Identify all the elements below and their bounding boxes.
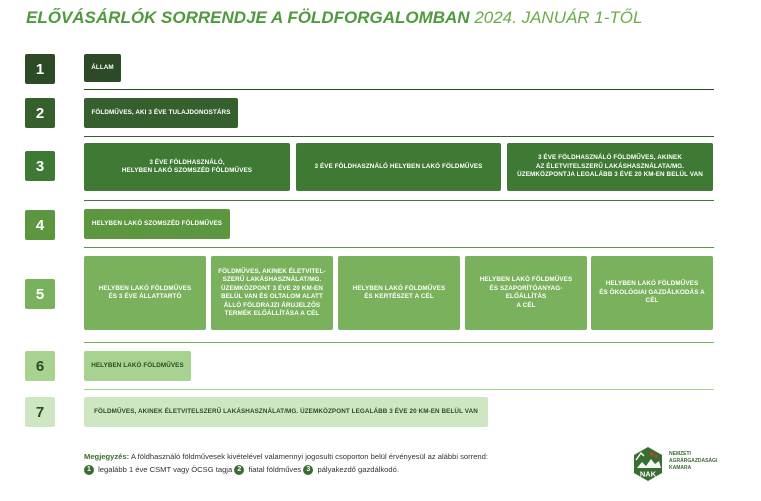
logo-abbr: NAK (639, 469, 657, 479)
level-5-number: 5 (25, 279, 55, 309)
level-5-box-2: FÖLDMŰVES, AKINEK ÉLETVITEL- SZERŰ LAKÁSHASZNÁLAT/MG. ÜZEMKÖZPONT 3 ÉVE 20 KM-EN BELÜL VAN ÉS OLTALOM ALATT ÁLLÓ FÖLDRAJZI ÁRUJELZŐS TERMÉK ELŐÁLLÍTÁSA A CÉL (211, 256, 333, 330)
note-item-1-number: 1 (84, 465, 94, 475)
level-5-box-1: HELYBEN LAKÓ FÖLDMŰVES ÉS 3 ÉVE ÁLLATTARTÓ (84, 256, 206, 330)
level-5-box-3: HELYBEN LAKÓ FÖLDMŰVES ÉS KERTÉSZET A CÉL (338, 256, 460, 330)
level-5-divider (84, 342, 714, 343)
logo-text (669, 451, 717, 472)
level-5-box-5: HELYBEN LAKÓ FÖLDMŰVES ÉS ÖKOLÓGIAI GAZDÁLKODÁS A CÉL (591, 256, 713, 330)
footnote (84, 451, 644, 477)
page-title (26, 8, 643, 28)
level-1-box-1: ÁLLAM (84, 54, 121, 82)
note-item-1-text: legalább 1 éve CSMT vagy ÖCSG tagja (98, 464, 233, 474)
level-3-box-3: 3 ÉVE FÖLDHASZNÁLÓ FÖLDMŰVES, AKINEK AZ ÉLETVITELSZERŰ LAKÁSHASZNÁLATA/MG. ÜZEMKÖZPONTJA LEGALÁBB 3 ÉVE 20 KM-EN BELÜL VAN (507, 143, 713, 191)
level-4-box-1: HELYBEN LAKÓ SZOMSZÉD FÖLDMŰVES (84, 209, 230, 239)
level-7-number: 7 (25, 397, 55, 427)
note-text: A földhasználó földművesek kivételével valamennyi jogosulti csoporton belül érvényesül az alábbi sorrend: (130, 452, 488, 461)
level-7-box-1: FÖLDMŰVES, AKINEK ÉLETVITELSZERŰ LAKÁSHASZNÁLAT/MG. ÜZEMKÖZPONT LEGALÁBB 3 ÉVE 20 KM-EN BELÜL VAN (84, 397, 488, 427)
note-item-3-number: 3 (303, 465, 313, 475)
logo-line-1: NEMZETI (669, 451, 691, 457)
level-3-number: 3 (25, 151, 55, 181)
level-4-number: 4 (25, 210, 55, 240)
level-2-divider (84, 136, 714, 137)
level-6-divider (84, 389, 714, 390)
level-5-box-4: HELYBEN LAKÓ FÖLDMŰVES ÉS SZAPORÍTÓANYAG-ELŐÁLLÍTÁS A CÉL (465, 256, 587, 330)
level-4-divider (84, 247, 714, 248)
note-item-2-number: 2 (234, 465, 244, 475)
note-label: Megjegyzés: (84, 452, 130, 461)
level-6-box-1: HELYBEN LAKÓ FÖLDMŰVES (84, 351, 191, 381)
level-2-number: 2 (25, 98, 55, 128)
logo-line-3: KAMARA (669, 465, 692, 471)
level-2-box-1: FÖLDMŰVES, AKI 3 ÉVE TULAJDONOSTÁRS (84, 98, 238, 128)
level-6-number: 6 (25, 351, 55, 381)
logo-line-2: AGRÁRGAZDASÁGI (669, 458, 718, 464)
level-3-divider (84, 200, 714, 201)
level-3-box-2: 3 ÉVE FÖLDHASZNÁLÓ HELYBEN LAKÓ FÖLDMŰVES (296, 143, 501, 191)
level-3-box-1: 3 ÉVE FÖLDHASZNÁLÓ, HELYBEN LAKÓ SZOMSZÉD FÖLDMŰVES (84, 143, 290, 191)
level-1-number: 1 (25, 54, 55, 84)
note-item-2-text: fiatal földműves (248, 464, 302, 474)
note-item-3-text: pályakezdő gazdálkodó. (317, 464, 399, 474)
title-date: 2024. JANUÁR 1-TŐL (474, 8, 643, 27)
level-1-divider (84, 89, 714, 90)
title-main: ELŐVÁSÁRLÓK SORRENDJE A FÖLDFORGALOMBAN (26, 8, 470, 27)
